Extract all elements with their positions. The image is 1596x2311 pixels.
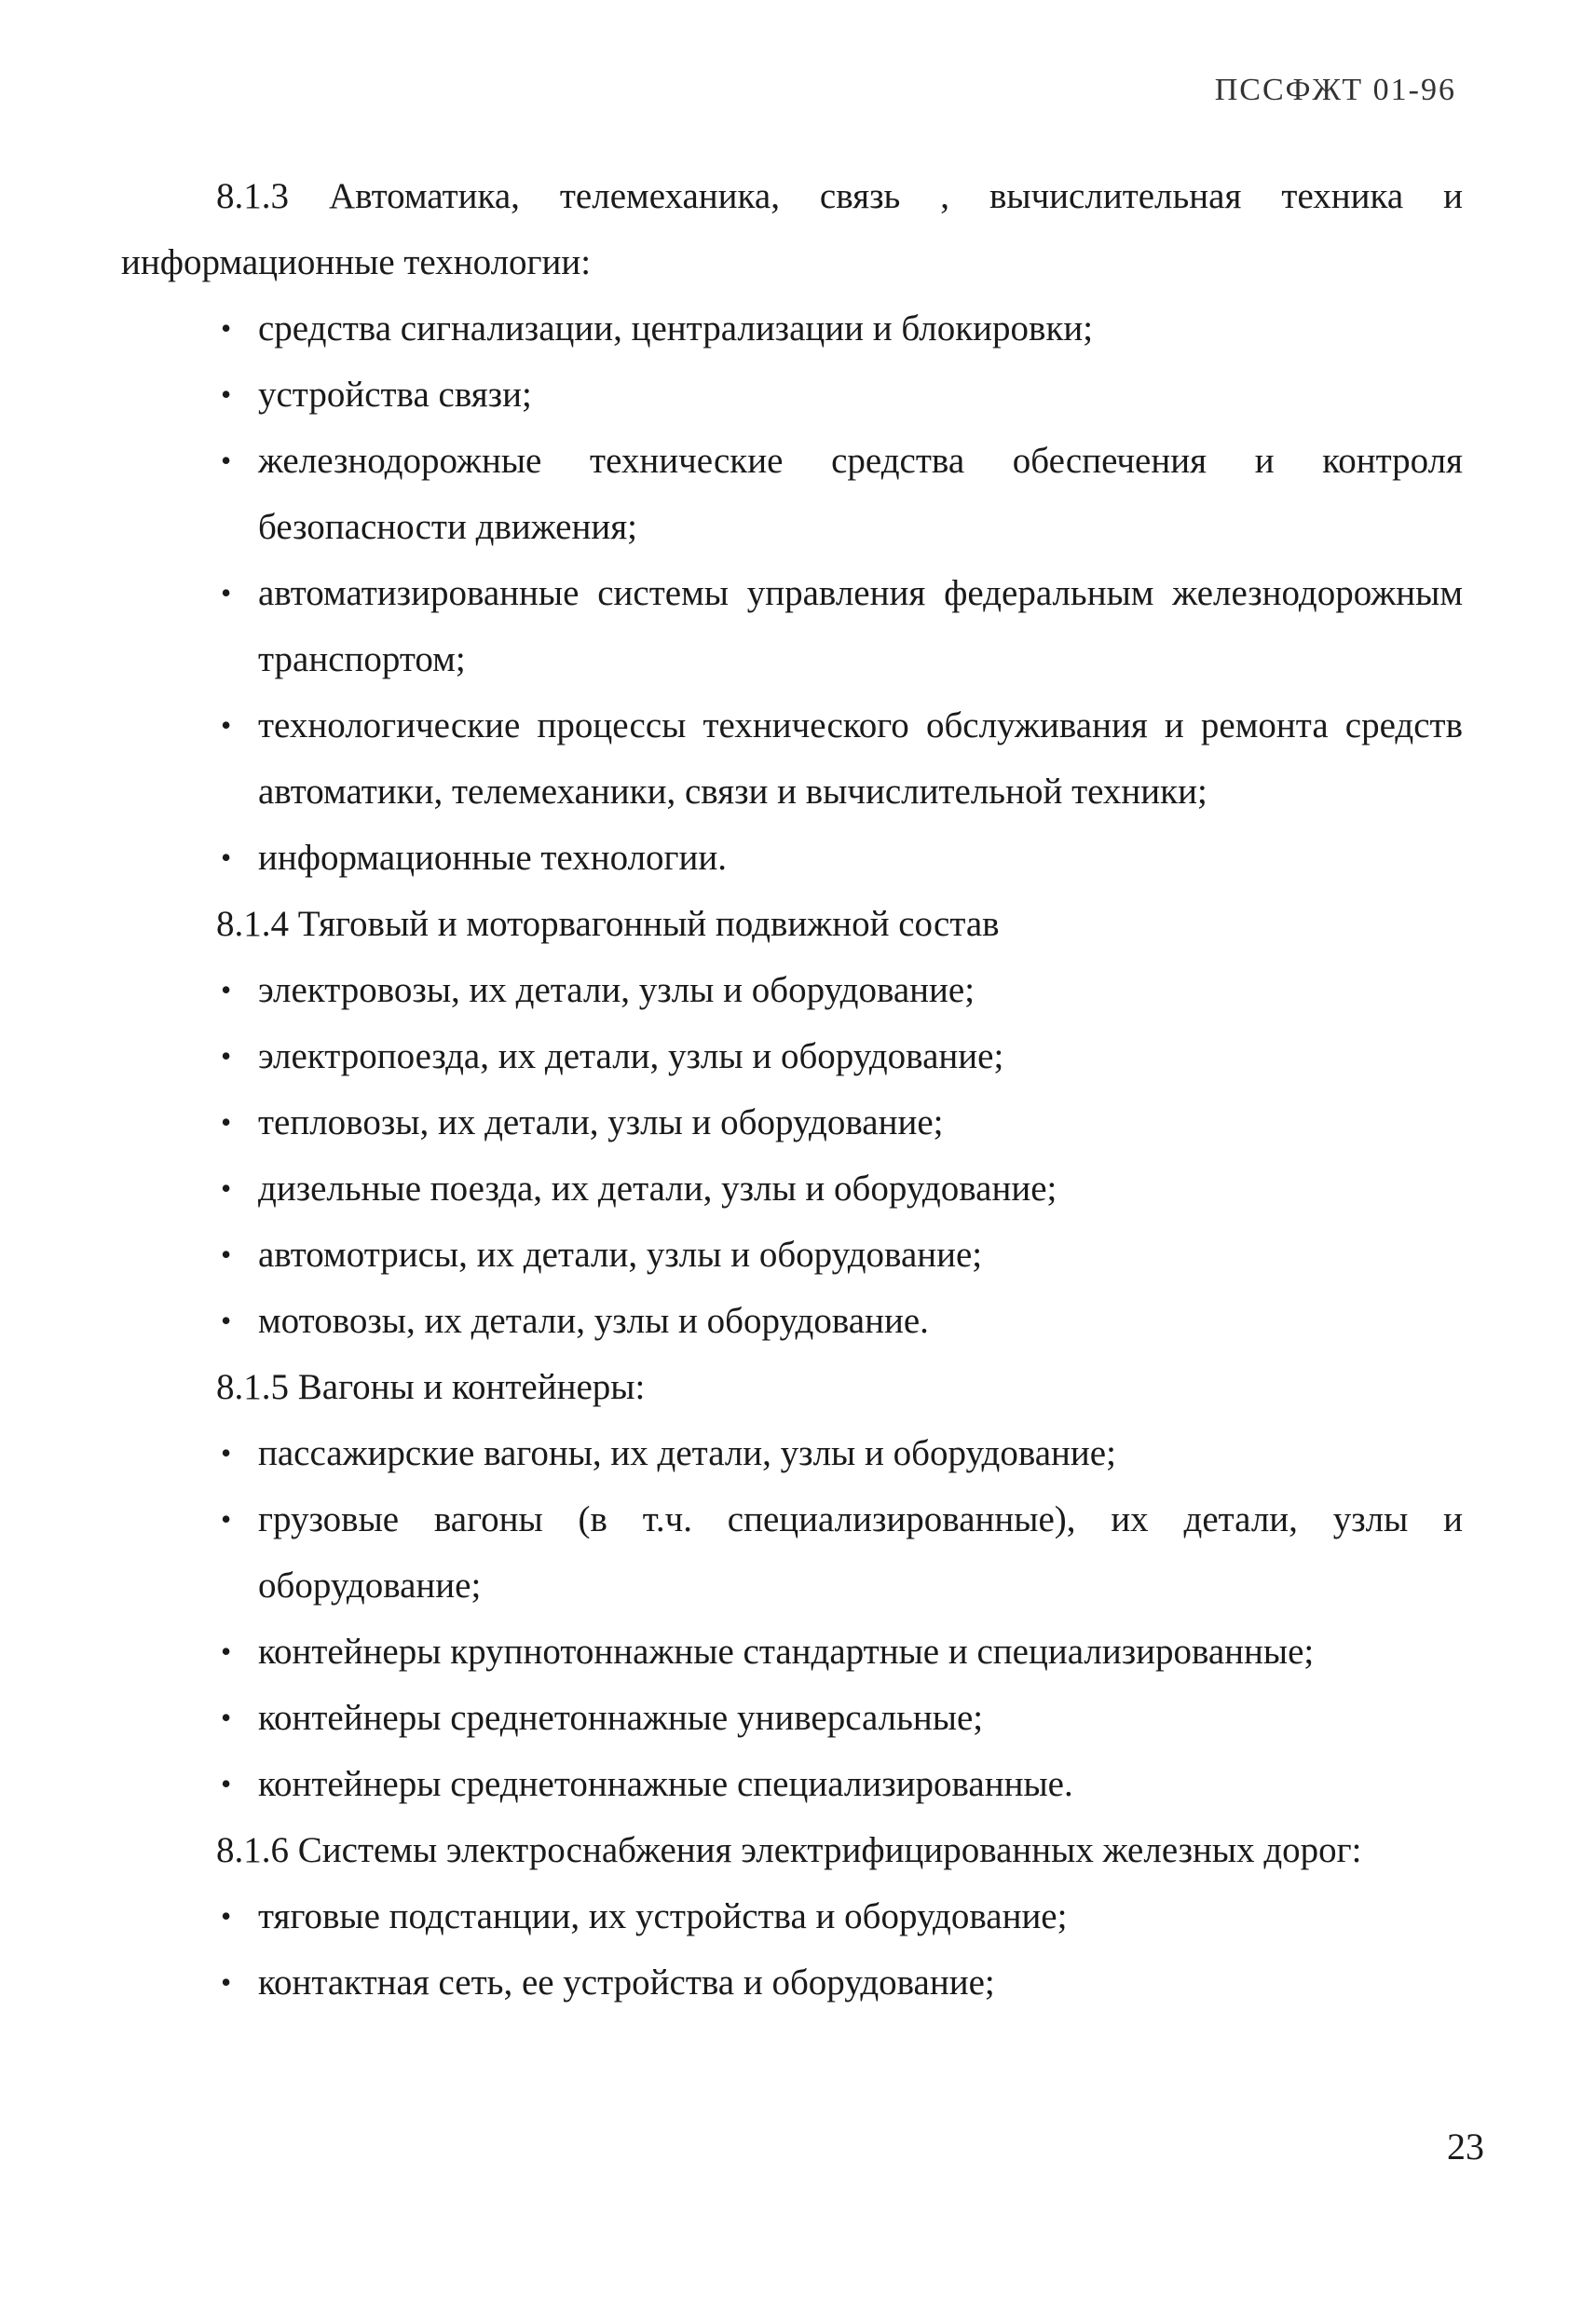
section-list-8-1-6 xyxy=(121,1883,1463,2016)
list-item: • автомотрисы, их детали, узлы и оборудование; xyxy=(258,1222,1463,1288)
bullet-icon: • xyxy=(221,1105,232,1139)
section-heading-8-1-4: 8.1.4 Тяговый и моторвагонный подвижной состав xyxy=(216,904,1000,944)
list-item: • тяговые подстанции, их устройства и оборудование; xyxy=(258,1883,1463,1949)
list-item: • контейнеры среднетоннажные специализированные. xyxy=(258,1751,1463,1817)
bullet-icon: • xyxy=(221,1965,232,1999)
bullet-icon: • xyxy=(221,311,232,345)
list-item: • мотовозы, их детали, узлы и оборудование. xyxy=(258,1288,1463,1354)
list-item: • дизельные поезда, их детали, узлы и оборудование; xyxy=(258,1156,1463,1222)
section-list-8-1-3 xyxy=(121,295,1463,891)
bullet-icon: • xyxy=(221,1238,232,1271)
bullet-icon: • xyxy=(221,841,232,874)
list-item: • контейнеры среднетоннажные универсальные; xyxy=(258,1685,1463,1751)
list-item: • электропоезда, их детали, узлы и оборудование; xyxy=(258,1023,1463,1089)
section-list-8-1-4 xyxy=(121,957,1463,1354)
bullet-icon: • xyxy=(221,377,232,411)
bullet-icon: • xyxy=(221,1039,232,1073)
section-heading-8-1-3: 8.1.3 Автоматика, телемеханика, связь , вычислительная техника и информационные технологии: xyxy=(121,176,1463,282)
bullet-icon: • xyxy=(221,1701,232,1734)
list-item: • грузовые вагоны (в т.ч. специализированные), их детали, узлы и оборудование; xyxy=(258,1486,1463,1619)
bullet-icon: • xyxy=(221,1171,232,1205)
bullet-icon: • xyxy=(221,1899,232,1933)
list-item: • автоматизированные системы управления федеральным железнодорожным транспортом; xyxy=(258,560,1463,692)
bullet-icon: • xyxy=(221,1767,232,1800)
bullet-icon: • xyxy=(221,708,232,742)
section-list-8-1-5 xyxy=(121,1420,1463,1817)
bullet-icon: • xyxy=(221,1304,232,1337)
list-item: • железнодорожные технические средства обеспечения и контроля безопасности движения; xyxy=(258,428,1463,560)
document-body xyxy=(121,163,1463,2016)
section-heading-8-1-5: 8.1.5 Вагоны и контейнеры: xyxy=(216,1367,646,1407)
list-item: • контейнеры крупнотоннажные стандартные и специализированные; xyxy=(258,1619,1463,1685)
bullet-icon: • xyxy=(221,1634,232,1668)
list-item: • электровозы, их детали, узлы и оборудование; xyxy=(258,957,1463,1023)
list-item: • информационные технологии. xyxy=(258,825,1463,891)
list-item: • пассажирские вагоны, их детали, узлы и оборудование; xyxy=(258,1420,1463,1486)
bullet-icon: • xyxy=(221,973,232,1006)
section-heading-8-1-6: 8.1.6 Системы электроснабжения электрифицированных железных дорог: xyxy=(216,1830,1362,1870)
bullet-icon: • xyxy=(221,444,232,477)
bullet-icon: • xyxy=(221,576,232,609)
list-item: • средства сигнализации, централизации и блокировки; xyxy=(258,295,1463,362)
list-item: • технологические процессы технического обслуживания и ремонта средств автоматики, телемеханики, связи и вычислительной техники; xyxy=(258,692,1463,825)
list-item: • устройства связи; xyxy=(258,362,1463,428)
list-item: • тепловозы, их детали, узлы и оборудование; xyxy=(258,1089,1463,1156)
page-number: 23 xyxy=(1447,2126,1484,2167)
bullet-icon: • xyxy=(221,1502,232,1536)
bullet-icon: • xyxy=(221,1436,232,1470)
list-item: • контактная сеть, ее устройства и оборудование; xyxy=(258,1949,1463,2016)
document-code-header: ПССФЖТ 01-96 xyxy=(1214,73,1456,107)
